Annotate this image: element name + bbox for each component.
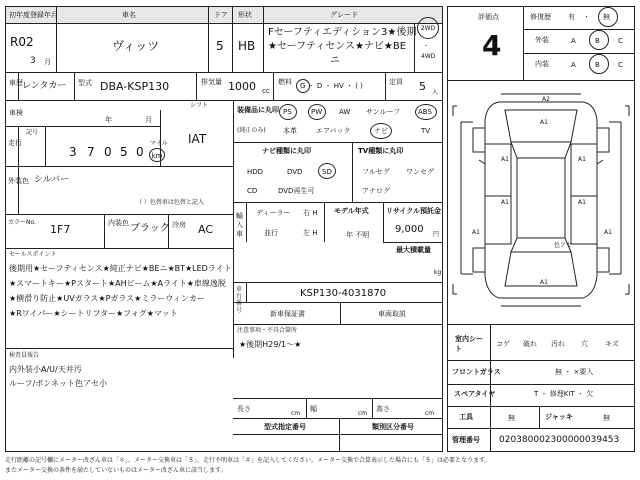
interior-grade-b: B — [595, 61, 600, 69]
first-reg-year: R02 — [10, 35, 34, 49]
repair-label: 修復歴 — [530, 13, 551, 21]
jack-value: 無 — [603, 414, 610, 422]
shift-label: シフト — [190, 102, 209, 109]
doors-label: ドア — [214, 11, 228, 19]
import-dealer: ディーラー — [256, 209, 291, 217]
equip-leather: 本革 — [283, 127, 297, 135]
navi-title: ナビ種類に丸印 — [262, 147, 311, 155]
manage-value: 020380002300000039453 — [499, 435, 620, 445]
navi-dvd-play: DVD再生可 — [278, 187, 315, 195]
width-label: 幅 — [310, 405, 317, 413]
chassis-value: KSP130-4031870 — [300, 288, 387, 299]
usage-value: レンタカー — [22, 81, 67, 91]
capacity-label: 定員 — [389, 78, 403, 86]
digit-6: 0 — [136, 145, 144, 159]
height-unit: cm — [425, 410, 435, 417]
model-code-value: DBA-KSP130 — [100, 80, 170, 93]
score-value: 4 — [482, 29, 502, 62]
capacity-value: 5 — [419, 80, 426, 93]
model-year-value: 年 不明 — [346, 231, 370, 239]
seat-label: 室内シート — [455, 335, 483, 353]
equipment-title: 装備品に丸印 — [237, 106, 279, 114]
model-year-label: モデル年式 — [334, 207, 369, 215]
tools-value: 無 — [508, 414, 515, 422]
exterior-grade-a: A — [571, 37, 576, 45]
unit-km-circled: km — [149, 148, 165, 162]
car-damage-diagram — [447, 80, 635, 324]
capacity-unit: 人 — [432, 89, 439, 96]
model-name-label: 車名 — [122, 11, 136, 19]
tv-analog: アナログ — [362, 187, 390, 195]
digit-4: 0 — [104, 145, 112, 159]
mark-left-quarter: A1 — [472, 229, 480, 236]
equip-airbag: エアバック — [316, 127, 351, 135]
sales-points-title: セールスポイント — [9, 251, 57, 258]
spare-label: スペアタイヤ — [454, 390, 496, 398]
mark-left-rear-door: A1 — [501, 199, 509, 206]
exterior-color: シルバー — [34, 175, 70, 185]
tv-oneseg: ワンセグ — [406, 168, 434, 176]
fuel-options: G ・ D ・ HV ・ ( ) — [300, 82, 363, 90]
mark-right-front-door: A1 — [578, 156, 586, 163]
score-label: 評価点 — [478, 13, 499, 21]
model-code-label: 型式 — [78, 79, 92, 87]
exterior-grade-b: B — [595, 37, 600, 45]
first-reg-month: 3 — [30, 56, 36, 66]
grade-label: グレード — [330, 11, 358, 19]
manage-label: 管理番号 — [452, 436, 480, 444]
jack-label: ジャッキ — [545, 413, 573, 421]
mark-right-quarter: A1 — [604, 229, 612, 236]
inspection-label: 車検 — [9, 109, 23, 117]
seat-burn: コゲ — [496, 340, 510, 348]
digit-5: 5 — [120, 145, 128, 159]
displacement-unit: cc — [262, 87, 270, 95]
navi-sd: SD — [322, 168, 332, 176]
inspector-title: 検査員報告 — [9, 352, 40, 359]
exterior-note: （ ）色替車は色替と記入 — [136, 199, 204, 206]
drive-separator: ・ — [423, 43, 430, 50]
equip-tv: TV — [421, 127, 431, 135]
color-no-value: 1F7 — [50, 223, 71, 236]
glass-value: 無 ・ ×要入 — [555, 368, 594, 376]
inspector-line-2: ルーフ/ボンネット色アセ小 — [9, 379, 107, 388]
mark-hood: A1 — [540, 119, 548, 126]
recycle-label: リサイクル預託金 — [386, 207, 442, 215]
grade-line1: Fセーフティエディション3★後期 — [268, 27, 417, 38]
usage-label: 車歴 — [9, 79, 23, 87]
mark-right-rear-door: A1 — [578, 199, 586, 206]
equipment-subtitle: (純正のみ) — [237, 127, 266, 134]
interior-color-label: 内装色 — [108, 219, 129, 227]
recycle-unit: 円 — [433, 231, 440, 238]
digit-3: 7 — [87, 145, 95, 159]
sales-point-line-1: 後期用★セーフティセンス★純正ナビ★BEニ★BT★LEDライト — [9, 264, 232, 273]
inspector-line-1: 内外装小A/U/天井汚 — [9, 365, 82, 374]
exterior-grade-c: C — [618, 37, 623, 45]
notes-text: ★後期H29/1～★ — [239, 340, 302, 349]
color-no-label: カラーNo. — [8, 219, 36, 226]
running-label: 走行 — [8, 139, 22, 147]
equip-aw: AW — [339, 108, 351, 116]
aircon-label: 冷房 — [172, 221, 186, 229]
interior-grade-label: 内装 — [535, 60, 549, 68]
class-no-label: 類別区分番号 — [372, 423, 414, 431]
interior-grade-a: A — [571, 61, 576, 69]
mark-roof-fade: 色アセ — [554, 242, 572, 249]
record-label: 記号 — [26, 129, 39, 136]
import-parallel: 並行 — [264, 229, 278, 237]
exterior-label: 外装色 — [8, 177, 29, 185]
model-name: ヴィッツ — [112, 39, 160, 53]
height-label: 高さ — [376, 405, 390, 413]
sales-point-line-2: ★スマートキー★Pスタート★AHビーム★Aライト★車線逸脱 — [9, 279, 226, 288]
equip-abs: ABS — [418, 108, 432, 116]
length-unit: cm — [291, 410, 301, 417]
seat-hole: 穴 — [581, 340, 588, 348]
tools-label: 工具 — [459, 413, 473, 421]
notes-title: 注意事項・不具合箇所 — [237, 327, 298, 334]
navi-hdd: HDD — [247, 168, 264, 176]
grade-line3: ニ — [330, 55, 340, 66]
inspection-year-unit: 年 — [105, 116, 112, 124]
chassis-label: 車台番号 — [236, 286, 243, 314]
import-label: 輸入車 — [236, 212, 243, 238]
tv-title: TV種類に丸印 — [358, 147, 404, 155]
drive-2wd-circled: 2WD — [417, 17, 439, 39]
length-label: 長さ — [237, 405, 251, 413]
mark-trunk: A1 — [540, 279, 548, 286]
month-unit: 月 — [44, 58, 51, 66]
mark-roof-front: A2 — [542, 96, 550, 103]
body-type-value: HB — [238, 39, 256, 53]
seat-stain: 汚れ — [551, 340, 565, 348]
repair-sep: ・ — [583, 13, 590, 21]
footer-line-1: 走行距離の記号欄にメーター改ざん車は「＊」、メーター交換車は「＄」、走行不明車は「＃」を記入してください。メーター交換で合算表示した場合にも「＄」は必要となります。 — [5, 457, 491, 464]
interior-grade-c: C — [618, 61, 623, 69]
import-right-hand: 右 H — [303, 209, 318, 217]
interior-color-value: ブラック — [130, 223, 170, 234]
navi-dvd: DVD — [287, 168, 303, 176]
fuel-label: 燃料 — [278, 78, 292, 86]
mark-left-front-door: A1 — [501, 156, 509, 163]
sales-point-line-4: ★Rワイパー★シートリフター★フォグ★マット — [9, 309, 178, 318]
footer-line-2: またメーター交換の条件を満たしていないものはメーター改ざん車に該当します。 — [5, 467, 227, 474]
displacement-label: 排気量 — [201, 78, 222, 86]
unit-mile: マイル — [150, 140, 168, 147]
recycle-value: 9,000 — [395, 224, 424, 235]
glass-label: フロントガラス — [452, 368, 501, 376]
sales-point-line-3: ★横滑り防止★UVガラス★Pガラス★ミラーウィンカー — [9, 294, 205, 303]
shift-value: IAT — [188, 132, 207, 146]
body-type-label: 形状 — [238, 11, 252, 19]
displacement-value: 1000 — [228, 80, 256, 93]
tv-fullseg: フルセグ — [362, 168, 390, 176]
equip-navi: ナビ — [374, 127, 388, 135]
exterior-grade-label: 外装 — [535, 36, 549, 44]
grade-line2: ★セーフティセンス★ナビ★BE — [268, 41, 407, 52]
seat-scratch: キズ — [605, 340, 619, 348]
equip-sunroof: サンルーフ — [366, 108, 401, 116]
aircon-value: AC — [198, 223, 214, 236]
doors-value: 5 — [216, 39, 224, 53]
inspection-month-unit: 月 — [145, 116, 152, 124]
type-no-label: 型式指定番号 — [264, 423, 306, 431]
seat-tear: 破れ — [523, 340, 537, 348]
drive-4wd: 4WD — [421, 53, 436, 60]
repair-option-yes: 有 — [568, 13, 575, 21]
repair-option-no: 無 — [603, 13, 610, 21]
width-unit: cm — [358, 410, 368, 417]
manual-doc: 車両取説 — [378, 310, 406, 318]
import-left-hand: 左 H — [303, 229, 318, 237]
max-load-unit: kg — [434, 269, 442, 276]
equip-pw: PW — [311, 108, 323, 116]
spare-value: T ・ 修理KIT ・ 欠 — [534, 390, 594, 398]
equip-ps: PS — [283, 108, 292, 116]
warranty-doc: 新車保証書 — [270, 310, 305, 318]
max-load-label: 最大積載量 — [396, 246, 431, 254]
navi-cd: CD — [247, 187, 258, 195]
first-reg-label: 初年度登録年月 — [9, 11, 58, 19]
digit-2: 3 — [69, 145, 77, 159]
